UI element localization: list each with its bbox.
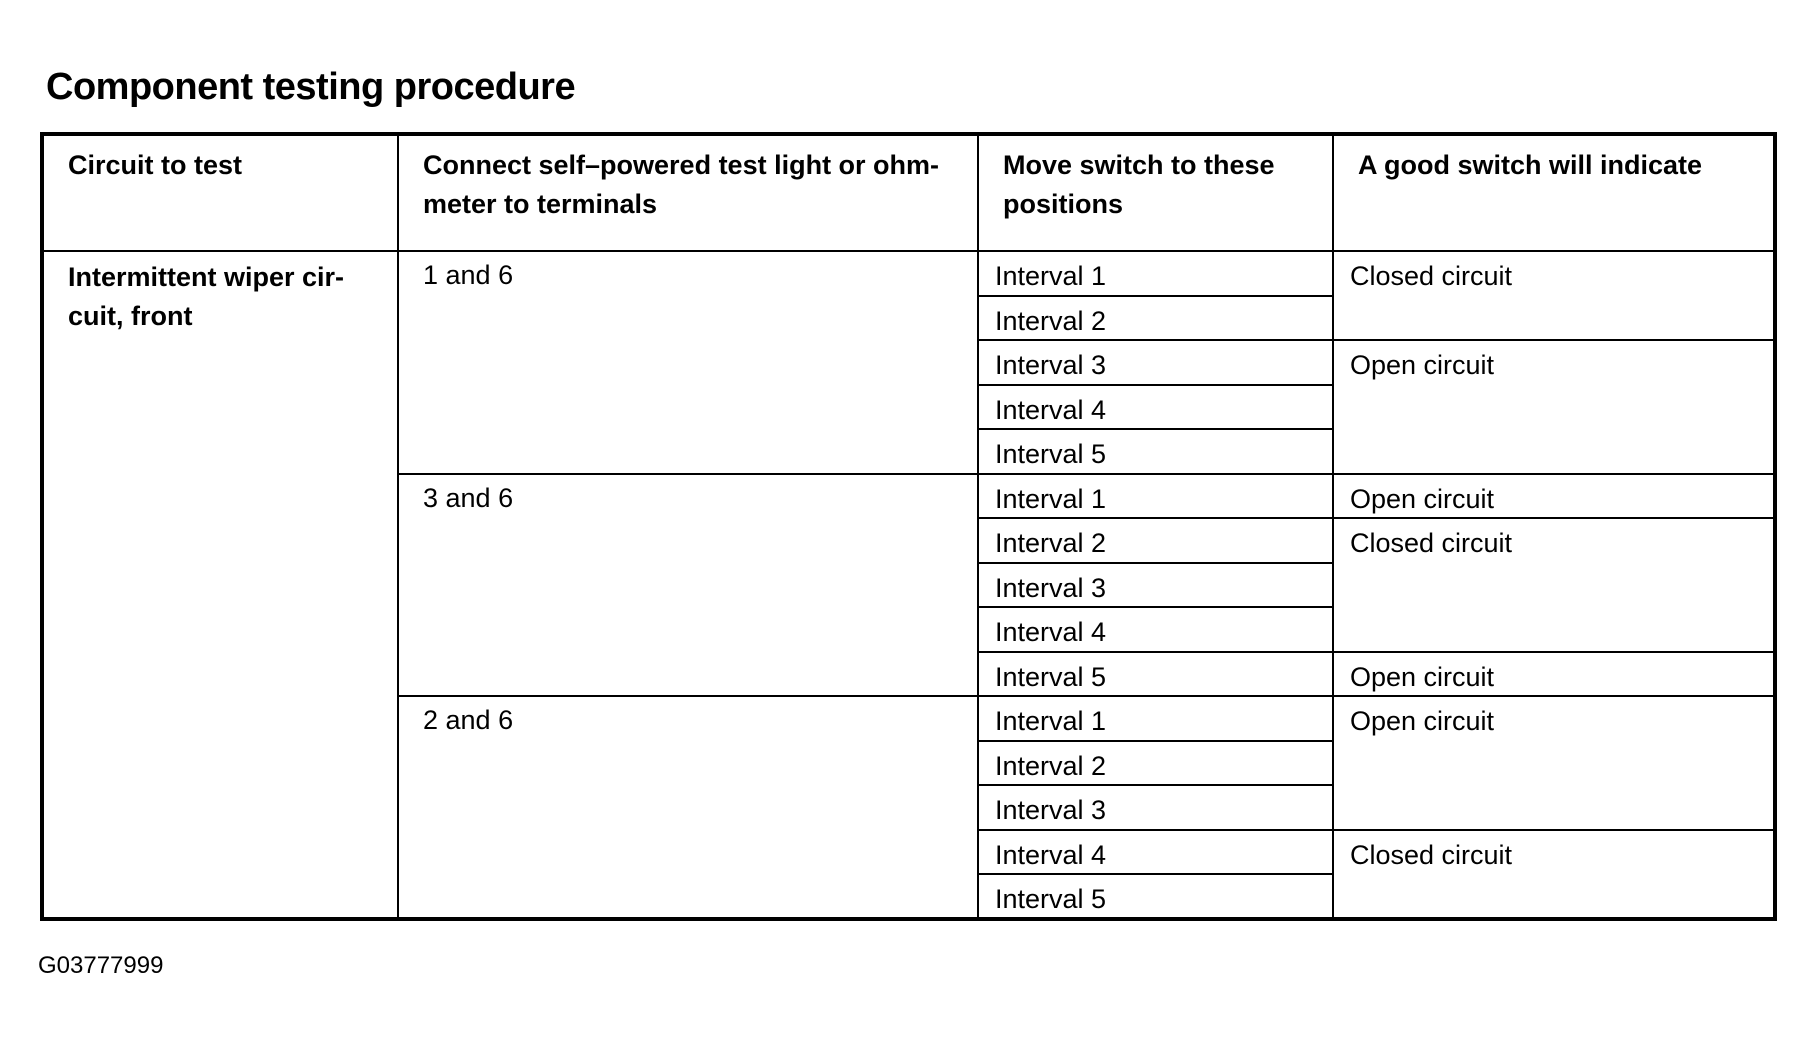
position-cell: Interval 2 <box>978 741 1333 786</box>
terminals-cell: 2 and 6 <box>398 696 978 919</box>
position-cell: Interval 3 <box>978 340 1333 385</box>
result-cell: Closed circuit <box>1333 830 1775 919</box>
position-cell: Interval 1 <box>978 696 1333 741</box>
header-circuit-to-test: Circuit to test <box>42 134 398 251</box>
position-cell: Interval 1 <box>978 251 1333 296</box>
result-cell: Open circuit <box>1333 652 1775 697</box>
position-cell: Interval 3 <box>978 785 1333 830</box>
header-good-switch-indication: A good switch will indicate <box>1333 134 1775 251</box>
position-cell: Interval 5 <box>978 429 1333 474</box>
position-cell: Interval 5 <box>978 652 1333 697</box>
position-cell: Interval 4 <box>978 385 1333 430</box>
result-cell: Open circuit <box>1333 474 1775 519</box>
result-cell: Open circuit <box>1333 340 1775 474</box>
position-cell: Interval 2 <box>978 296 1333 341</box>
table-row <box>42 251 1775 296</box>
testing-procedure-table <box>40 132 1777 921</box>
header-switch-positions: Move switch to these positions <box>978 134 1333 251</box>
position-cell: Interval 1 <box>978 474 1333 519</box>
position-cell: Interval 4 <box>978 830 1333 875</box>
circuit-name-cell: Intermittent wiper cir- cuit, front <box>42 251 398 919</box>
terminals-cell: 1 and 6 <box>398 251 978 474</box>
terminals-cell: 3 and 6 <box>398 474 978 697</box>
position-cell: Interval 3 <box>978 563 1333 608</box>
result-cell: Closed circuit <box>1333 518 1775 652</box>
figure-id: G03777999 <box>38 952 164 979</box>
table-header-row <box>42 134 1775 251</box>
result-cell: Open circuit <box>1333 696 1775 830</box>
result-cell: Closed circuit <box>1333 251 1775 340</box>
position-cell: Interval 5 <box>978 874 1333 919</box>
position-cell: Interval 4 <box>978 607 1333 652</box>
header-connect-terminals: Connect self–powered test light or ohm- meter to terminals <box>398 134 978 251</box>
page-title: Component testing procedure <box>46 66 576 108</box>
position-cell: Interval 2 <box>978 518 1333 563</box>
